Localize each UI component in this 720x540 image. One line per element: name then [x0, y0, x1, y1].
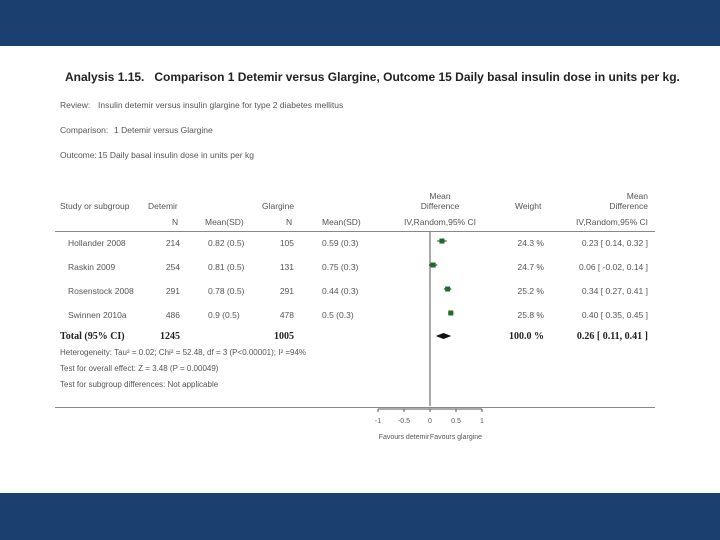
- mean1: 0.78 (0.5): [208, 286, 245, 296]
- review-key: Review:: [60, 100, 91, 110]
- study-point-estimate: [439, 239, 444, 244]
- mean2: 0.75 (0.3): [322, 262, 359, 272]
- ci: 0.23 [ 0.14, 0.32 ]: [581, 238, 648, 248]
- study-name: Swinnen 2010a: [68, 310, 127, 320]
- comparison-value: 1 Detemir versus Glargine: [114, 125, 213, 135]
- study-point-estimate: [431, 263, 436, 268]
- mean2: 0.59 (0.3): [322, 238, 359, 248]
- outcome-key: Outcome:: [60, 150, 97, 160]
- total-diamond: [436, 333, 452, 339]
- analysis-title: Comparison 1 Detemir versus Glargine, Outcome 15 Daily basal insulin dose in units per kg.: [154, 70, 680, 84]
- x-tick-label: 1: [480, 418, 484, 425]
- study-name: Raskin 2009: [68, 262, 116, 272]
- n2: 291: [279, 286, 294, 296]
- header-mean1: Mean(SD): [205, 217, 244, 227]
- x-tick-label: 0.5: [451, 418, 461, 425]
- ci: 0.06 [ -0.02, 0.14 ]: [579, 262, 648, 272]
- total-n2: 1005: [274, 331, 294, 342]
- header-md2-top2: Difference: [609, 201, 648, 211]
- mean1: 0.82 (0.5): [208, 238, 245, 248]
- weight: 24.3 %: [517, 238, 544, 248]
- weight: 25.8 %: [517, 310, 544, 320]
- header-mean2: Mean(SD): [322, 217, 361, 227]
- study-point-estimate: [445, 287, 450, 292]
- n2: 478: [279, 310, 294, 320]
- header-md-top1: Mean: [429, 191, 451, 201]
- total-label: Total (95% CI): [60, 331, 125, 342]
- mean1: 0.81 (0.5): [208, 262, 245, 272]
- n1: 486: [165, 310, 180, 320]
- header-md2-top1: Mean: [626, 191, 648, 201]
- subgroup-note: Test for subgroup differences: Not applicable: [60, 380, 219, 389]
- study-name: Hollander 2008: [68, 238, 126, 248]
- header-study: Study or subgroup: [60, 201, 130, 211]
- header-n1: N: [172, 217, 179, 227]
- study-point-estimate: [448, 311, 453, 316]
- n1: 291: [165, 286, 180, 296]
- header-md-top2: Difference: [420, 201, 460, 211]
- header-glargine: Glargine: [262, 201, 295, 211]
- favours-left-label: Favours detemir: [378, 434, 430, 441]
- favours-right-label: Favours glargine: [429, 434, 483, 441]
- n2: 131: [279, 262, 294, 272]
- ci: 0.40 [ 0.35, 0.45 ]: [581, 310, 648, 320]
- x-tick-label: -0.5: [397, 418, 411, 425]
- weight: 24.7 %: [517, 262, 544, 272]
- x-tick-label: 0: [428, 418, 432, 425]
- header-md-bottom: IV,Random,95% CI: [404, 217, 476, 227]
- n2: 105: [279, 238, 294, 248]
- mean2: 0.5 (0.3): [322, 310, 354, 320]
- overall-effect-note: Test for overall effect: Z = 3.48 (P = 0.00049): [60, 364, 219, 373]
- heterogeneity-note: Heterogeneity: Tau² = 0.02; Chi² = 52.48, df = 3 (P<0.00001); I² =94%: [60, 348, 307, 357]
- n1: 214: [165, 238, 180, 248]
- n1: 254: [165, 262, 180, 272]
- study-name: Rosenstock 2008: [68, 286, 134, 296]
- ci: 0.34 [ 0.27, 0.41 ]: [581, 286, 648, 296]
- weight: 25.2 %: [517, 286, 544, 296]
- outcome-value: 15 Daily basal insulin dose in units per kg: [98, 150, 254, 160]
- mean2: 0.44 (0.3): [322, 286, 359, 296]
- header-n2: N: [286, 217, 293, 227]
- bottom-band: [0, 493, 720, 540]
- x-tick-label: -1: [374, 418, 382, 425]
- comparison-key: Comparison:: [60, 125, 109, 135]
- header-detemir: Detemir: [148, 201, 178, 211]
- analysis-number: Analysis 1.15.: [65, 70, 145, 84]
- total-n1: 1245: [160, 331, 180, 342]
- total-weight: 100.0 %: [509, 331, 544, 342]
- total-ci: 0.26 [ 0.11, 0.41 ]: [576, 331, 648, 342]
- review-value: Insulin detemir versus insulin glargine for type 2 diabetes mellitus: [98, 100, 344, 110]
- header-md2-bottom: IV,Random,95% CI: [576, 217, 648, 227]
- mean1: 0.9 (0.5): [208, 310, 240, 320]
- header-weight: Weight: [515, 201, 542, 211]
